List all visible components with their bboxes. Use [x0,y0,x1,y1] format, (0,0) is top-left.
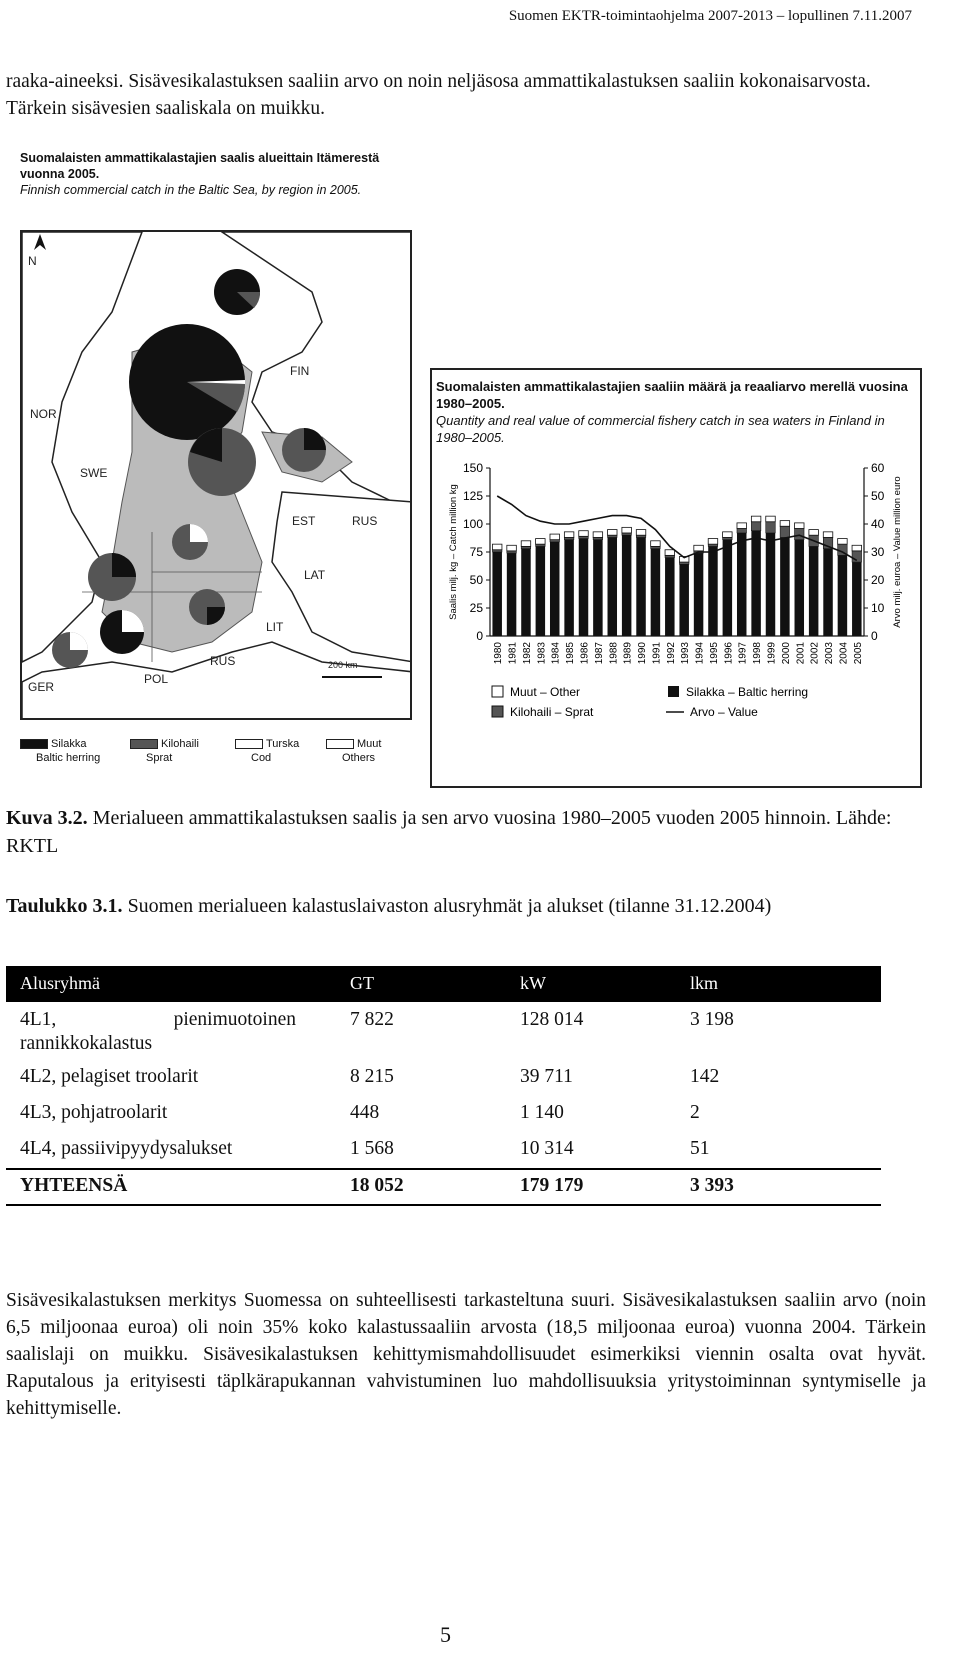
table-row [6,1097,881,1133]
bar-herring [751,531,760,636]
table-cell: 128 014 [506,1001,676,1061]
x-tick-label: 1989 [622,642,634,665]
bar-other [521,541,530,547]
legend-cod: Turska Cod [235,738,330,764]
x-tick-label: 1983 [536,642,548,665]
bar-other [708,539,717,545]
pie-southern-2 [100,610,144,654]
bar-herring [665,558,674,636]
bar-herring [823,549,832,636]
bar-herring [492,552,501,636]
bar-herring [579,539,588,636]
bar-herring [651,549,660,636]
x-tick-label: 1986 [579,642,591,665]
map-label-lat: LAT [304,568,326,582]
x-tick-label: 1996 [723,642,735,665]
table-cell: 51 [690,1138,710,1159]
bar-herring [809,546,818,636]
x-tick-label: 1982 [521,642,533,665]
pie-bothnian-sea [129,324,245,440]
table-cell: 3 198 [676,1001,881,1061]
legend-other-swatch [492,686,503,697]
x-tick-label: 2004 [838,642,850,665]
x-tick-label: 1984 [550,642,562,665]
map-legend [20,738,420,786]
y-axis-label: Saalis milj. kg – Catch million kg [448,484,459,620]
bar-other [823,532,832,538]
bar-herring [550,542,559,636]
legend-herring: Silakka Baltic herring [20,738,115,764]
y-tick-label: 25 [469,601,483,615]
y2-tick-label: 20 [871,573,885,587]
map-label-swe: SWE [80,466,108,480]
table-cell: 18 052 [336,1169,506,1205]
bar-herring [521,549,530,636]
bar-other [550,534,559,540]
legend-swatch [326,739,354,749]
legend-value-label: Arvo – Value [690,705,758,719]
table-cell: 7 822 [336,1001,506,1061]
bar-other [593,532,602,538]
table-row [6,1061,881,1097]
table-cell: 179 179 [506,1169,676,1205]
legend-herring-swatch [668,686,679,697]
table-cell: 1 140 [520,1102,564,1123]
map-label-est: EST [292,514,316,528]
x-tick-label: 1981 [507,642,519,665]
bar-sprat [737,528,746,532]
pie-west [52,632,88,668]
legend-sprat: Kilohaili Sprat [130,738,225,764]
bar-other [492,544,501,550]
bar-herring [766,533,775,636]
y2-tick-label: 10 [871,601,885,615]
x-tick-label: 2001 [795,642,807,665]
legend-other-label: Muut – Other [510,685,581,699]
bar-other [608,530,617,536]
y2-tick-label: 60 [871,461,885,475]
pie-archipelago [188,428,256,496]
table-cell: 10 314 [520,1138,574,1159]
bar-other [838,539,847,545]
bar-other [636,530,645,536]
bar-other [507,545,516,551]
catch-chart-svg [432,450,920,786]
legend-others: Muut Others [326,738,421,764]
bar-other [780,521,789,527]
bar-other [766,516,775,522]
table-cell: 448 [350,1102,380,1123]
x-tick-label: 1991 [651,642,663,665]
bar-sprat [766,522,775,533]
map-label-fin: FIN [290,364,310,378]
x-tick-label: 2005 [852,642,864,665]
x-tick-label: 1999 [766,642,778,665]
legend-sprat-label: Kilohaili – Sprat [510,705,594,719]
bar-herring [507,553,516,636]
pie-bothnian-bay [214,269,260,315]
bar-other [751,516,760,522]
table-cell: 4L4, passiivipyydysalukset [20,1138,233,1159]
page-header: Suomen EKTR-toimintaohjelma 2007-2013 – lopullinen 7.11.2007 [508,8,912,24]
y-tick-label: 150 [462,461,483,475]
bar-other [809,530,818,536]
bar-herring [852,562,861,636]
map-label-nor: NOR [30,407,57,421]
table-header-row [6,966,881,1001]
x-tick-label: 1998 [752,642,764,665]
bar-herring [795,540,804,636]
bar-sprat [795,528,804,539]
bar-other [852,545,861,551]
bar-other [723,532,732,538]
bar-herring [780,537,789,636]
table-header: GT [336,966,506,1001]
y-tick-label: 50 [469,573,483,587]
bar-other [795,523,804,529]
bar-herring [564,540,573,636]
figure [6,138,922,788]
y-tick-label: 125 [462,489,483,503]
table-cell: YHTEENSÄ [6,1169,336,1205]
x-tick-label: 2000 [780,642,792,665]
bar-herring [536,546,545,636]
x-tick-label: 1987 [593,642,605,665]
y-tick-label: 100 [462,517,483,531]
legend-swatch [20,739,48,749]
y2-tick-label: 0 [871,629,878,643]
bar-herring [737,533,746,636]
table-cell: 39 711 [520,1066,573,1087]
bar-herring [622,535,631,636]
y2-axis-label: Arvo milj. euroa – Value million euro [892,476,903,628]
x-tick-label: 2003 [824,642,836,665]
x-tick-label: 1980 [493,642,505,665]
chart-caption [436,378,916,446]
map-caption-fi: Suomalaisten ammattikalastajien saalis alueittain Itämerestä vuonna 2005. [20,151,380,181]
legend-swatch [235,739,263,749]
bar-other [665,550,674,556]
map-scale-label: 200 km [328,660,358,670]
bar-sprat [852,551,861,562]
bar-herring [679,564,688,636]
bar-herring [708,546,717,636]
map-label-lit: LIT [266,620,284,634]
table-cell: 1 568 [350,1138,394,1159]
bar-other [694,545,703,551]
bar-herring [838,555,847,636]
catch-chart [430,368,922,788]
x-tick-label: 1992 [665,642,677,665]
table-cell: 142 [690,1066,720,1087]
bar-herring [636,537,645,636]
table-header: kW [506,966,676,1001]
bar-herring [593,540,602,636]
x-tick-label: 1990 [637,642,649,665]
intro-paragraph: raaka-aineeksi. Sisävesikalastuksen saaliin arvo on noin neljäsosa ammattikalastuksen saaliin kokonaisarvosta. Tärkein sisävesien saaliskala on muikku. [6,71,871,119]
map-label-ger: GER [28,680,55,694]
table-cell: 4L2, pelagiset troolarit [20,1066,199,1087]
fleet-table [6,966,881,1206]
body-paragraph: Sisävesikalastuksen merkitys Suomessa on suhteellisesti tarkasteltuna suuri. Sisävesikalastuksen saaliin arvo (noin 6,5 miljoonaa euroa) oli noin 35% koko kalastussaaliin arvosta (18,5 miljoonaa euroa) vuonna 2004. Tärkein saalislaji on muikku. Sisävesikalastuksen kehittymismahdollisuudet esimerkiksi viennin osalta ovat hyvät. Raputalous ja erityisesti täplkärapukannan vahvistuminen luo mahdollisuuksia yritystoiminnan syntymiselle ja kehittymiselle. [6,1290,926,1419]
x-tick-label: 1993 [680,642,692,665]
legend-swatch [130,739,158,749]
table-cell: 4L1, pienimuotoinen rannikkokalastus [6,1001,336,1061]
bar-sprat [751,522,760,531]
pie-central-2 [88,553,136,601]
y2-tick-label: 30 [871,545,885,559]
table-cell: 4L3, pohjatroolarit [20,1102,168,1123]
page-number: 5 [440,1622,451,1647]
map-caption-en: Finnish commercial catch in the Baltic Sea, by region in 2005. [20,183,362,197]
bar-other [579,531,588,537]
legend-sprat-swatch [492,706,503,717]
y2-tick-label: 50 [871,489,885,503]
map-label-north: N [28,254,37,268]
table-total-row [6,1169,881,1205]
legend-herring-label: Silakka – Baltic herring [686,685,809,699]
bar-other [622,527,631,533]
pie-aland [282,428,326,472]
bar-other [737,523,746,529]
map-caption [20,150,410,198]
chart-caption-en: Quantity and real value of commercial fishery catch in sea waters in Finland in 1980–2005. [436,413,885,445]
bar-herring [608,537,617,636]
chart-caption-fi: Suomalaisten ammattikalastajien saaliin määrä ja reaaliarvo merellä vuosina 1980–2005. [436,379,908,411]
bar-sprat [780,526,789,537]
bar-other [536,539,545,545]
map-label-rus2: RUS [210,654,236,668]
x-tick-label: 1985 [565,642,577,665]
pie-southern-1 [189,589,225,625]
figure-caption: Kuva 3.2. Merialueen ammattikalastuksen saalis ja sen arvo vuosina 1980–2005 vuoden 2005 hinnoin. Lähde: RKTL [6,807,892,857]
bar-herring [723,540,732,636]
map-label-rus: RUS [352,514,378,528]
bar-other [564,532,573,538]
table-row [6,1133,881,1169]
x-tick-label: 2002 [809,642,821,665]
x-tick-label: 1995 [708,642,720,665]
map-label-pol: POL [144,672,169,686]
table-caption: Taulukko 3.1. Suomen merialueen kalastuslaivaston alusryhmät ja alukset (tilanne 31.12.2004) [6,895,772,917]
bar-herring [694,553,703,636]
x-tick-label: 1988 [608,642,620,665]
x-tick-label: 1997 [737,642,749,665]
table-cell: 3 393 [676,1169,881,1205]
y-tick-label: 0 [476,629,483,643]
map-block [6,138,421,786]
map-box [20,230,412,720]
table-cell: 2 [690,1102,700,1123]
pie-central-1 [172,524,208,560]
y-tick-label: 75 [469,545,483,559]
table-cell: 8 215 [350,1066,394,1087]
table-row [6,1001,881,1061]
table-header: Alusryhmä [6,966,336,1001]
table-header: lkm [676,966,881,1001]
y2-tick-label: 40 [871,517,885,531]
bar-other [651,541,660,547]
x-tick-label: 1994 [694,642,706,665]
